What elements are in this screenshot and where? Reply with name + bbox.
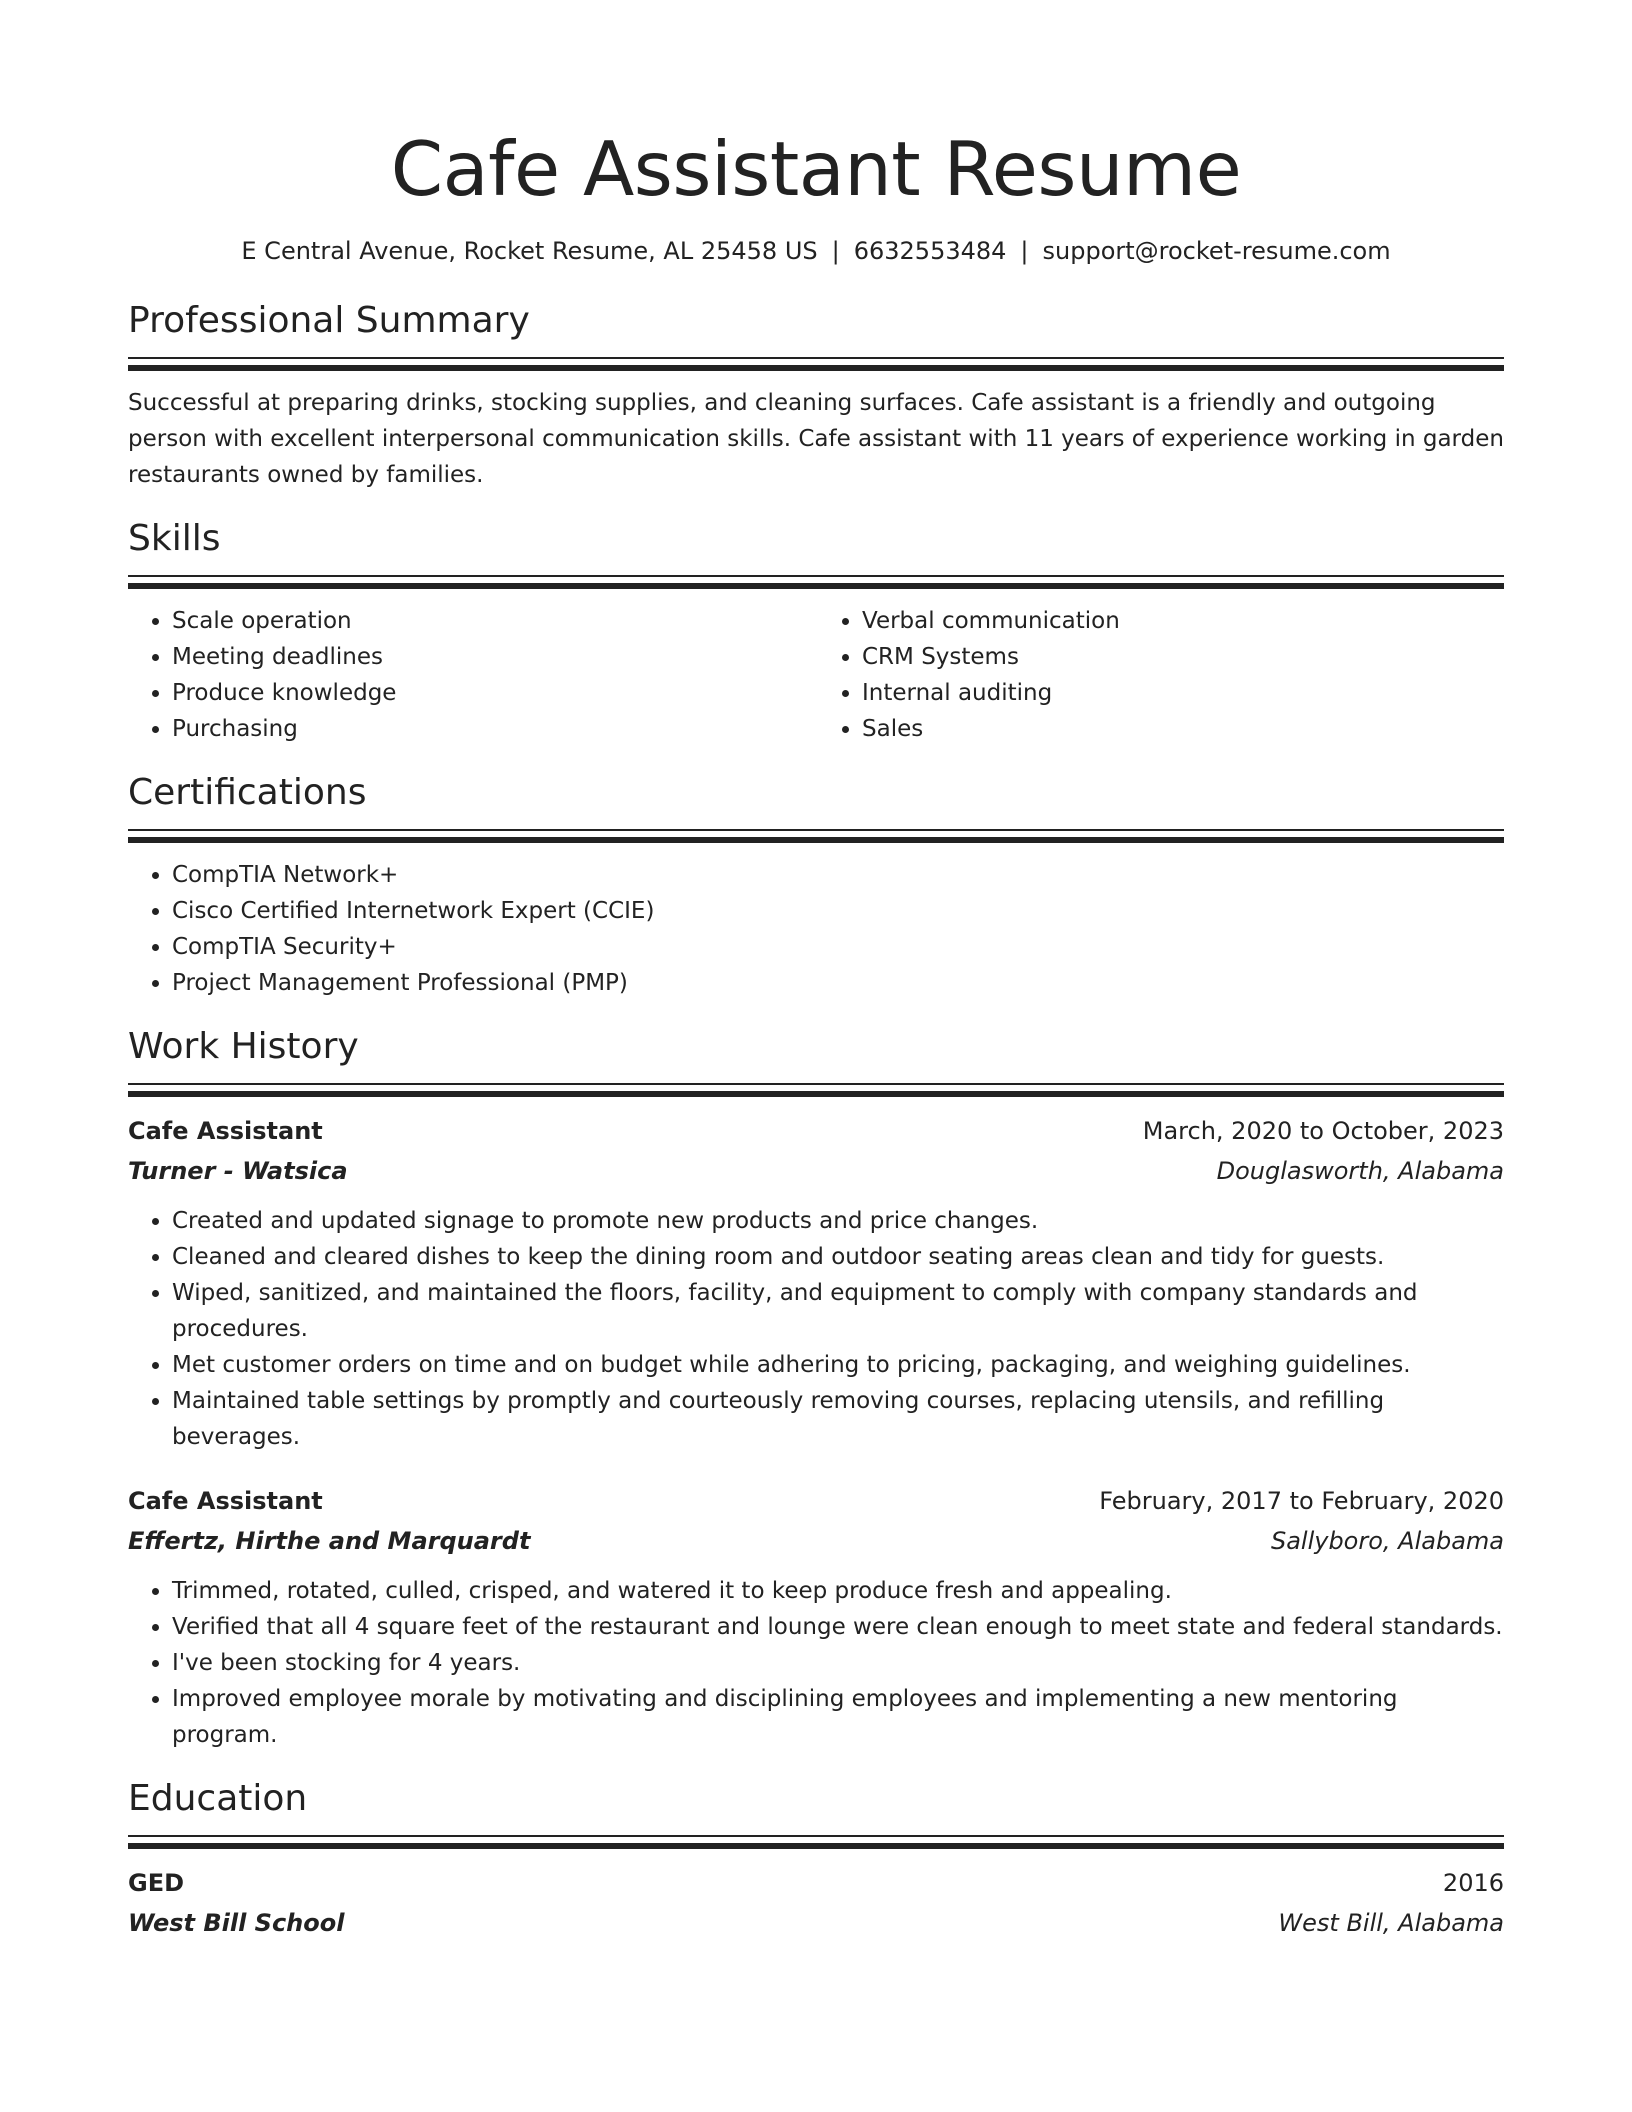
job-bullet: • Trimmed, rotated, culled, crisped, and watered it to keep produce fresh and appealing. [172, 1573, 1504, 1609]
section-divider [128, 829, 1504, 843]
work-heading: Work History [128, 1026, 359, 1067]
skill-item: • Meeting deadlines [172, 639, 816, 675]
education-degree: GED [128, 1869, 185, 1897]
education-subheader [128, 1903, 1504, 1943]
job-subheader [128, 1521, 1504, 1561]
skill-item: • Internal auditing [862, 675, 1504, 711]
section-divider [128, 357, 1504, 371]
job-entry [128, 1111, 1504, 1455]
certifications-list [128, 857, 1504, 1001]
skill-item: • Verbal communication [862, 603, 1504, 639]
job-bullet: • Met customer orders on time and on budget while adhering to pricing, packaging, and weighing guidelines. [172, 1347, 1504, 1383]
skill-item: • Purchasing [172, 711, 816, 747]
job-bullet: • Improved employee morale by motivating and disciplining employees and implementing a new mentoring program. [172, 1681, 1504, 1753]
job-role: Cafe Assistant [128, 1117, 323, 1145]
job-bullet: • Created and updated signage to promote new products and price changes. [172, 1203, 1504, 1239]
section-divider [128, 1083, 1504, 1097]
summary-section [128, 297, 1504, 493]
job-bullets [128, 1573, 1504, 1753]
education-entry [128, 1863, 1504, 1943]
skills-left-list [128, 603, 816, 747]
education-header [128, 1863, 1504, 1903]
contact-phone: 6632553484 [853, 237, 1007, 265]
certification-item: • Cisco Certified Internetwork Expert (CCIE) [172, 893, 1504, 929]
job-role: Cafe Assistant [128, 1487, 323, 1515]
contact-line [128, 234, 1504, 268]
resume-title: Cafe Assistant Resume [390, 125, 1242, 213]
contact-separator: | [831, 237, 840, 265]
skills-heading: Skills [128, 518, 221, 559]
summary-text: Successful at preparing drinks, stocking supplies, and cleaning surfaces. Cafe assistant is a friendly and outgoing person with excellent interpersonal communication skills. Cafe assistant with 11 years of experience working in garden restaurants owned by families. [128, 390, 1504, 488]
certifications-section [128, 769, 1504, 1001]
job-bullets [128, 1203, 1504, 1455]
education-location: West Bill, Alabama [1278, 1909, 1504, 1937]
certification-item: • Project Management Professional (PMP) [172, 965, 1504, 1001]
education-year: 2016 [1442, 1869, 1504, 1897]
skill-item: • Produce knowledge [172, 675, 816, 711]
skill-item: • Scale operation [172, 603, 816, 639]
section-divider [128, 575, 1504, 589]
work-section [128, 1023, 1504, 1753]
job-bullet: • I've been stocking for 4 years. [172, 1645, 1504, 1681]
education-school: West Bill School [128, 1909, 345, 1937]
contact-email: support@rocket-resume.com [1042, 237, 1391, 265]
job-header [128, 1111, 1504, 1151]
job-bullet: • Maintained table settings by promptly and courteously removing courses, replacing utensils, and refilling beverages. [172, 1383, 1504, 1455]
certification-item: • CompTIA Security+ [172, 929, 1504, 965]
job-dates: February, 2017 to February, 2020 [1099, 1487, 1504, 1515]
job-location: Douglasworth, Alabama [1216, 1157, 1504, 1185]
resume-page [128, 0, 1504, 1943]
certification-item: • CompTIA Network+ [172, 857, 1504, 893]
education-section [128, 1775, 1504, 1943]
job-bullet: • Cleaned and cleared dishes to keep the dining room and outdoor seating areas clean and tidy for guests. [172, 1239, 1504, 1275]
job-bullet: • Wiped, sanitized, and maintained the floors, facility, and equipment to comply with company standards and procedures. [172, 1275, 1504, 1347]
contact-address: E Central Avenue, Rocket Resume, AL 25458 US [241, 237, 818, 265]
certifications-heading: Certifications [128, 772, 367, 813]
job-dates: March, 2020 to October, 2023 [1142, 1117, 1504, 1145]
job-location: Sallyboro, Alabama [1270, 1527, 1504, 1555]
skills-columns [128, 603, 1504, 747]
skill-item: • Sales [862, 711, 1504, 747]
job-company: Effertz, Hirthe and Marquardt [128, 1527, 531, 1555]
skill-item: • CRM Systems [862, 639, 1504, 675]
job-entry [128, 1481, 1504, 1753]
summary-heading: Professional Summary [128, 300, 530, 341]
education-heading: Education [128, 1778, 308, 1819]
contact-separator: | [1020, 237, 1029, 265]
job-bullet: • Verified that all 4 square feet of the restaurant and lounge were clean enough to meet state and federal standards. [172, 1609, 1504, 1645]
job-subheader [128, 1151, 1504, 1191]
skills-section [128, 515, 1504, 747]
skills-right-list [816, 603, 1504, 747]
job-header [128, 1481, 1504, 1521]
section-divider [128, 1835, 1504, 1849]
job-company: Turner - Watsica [128, 1157, 348, 1185]
